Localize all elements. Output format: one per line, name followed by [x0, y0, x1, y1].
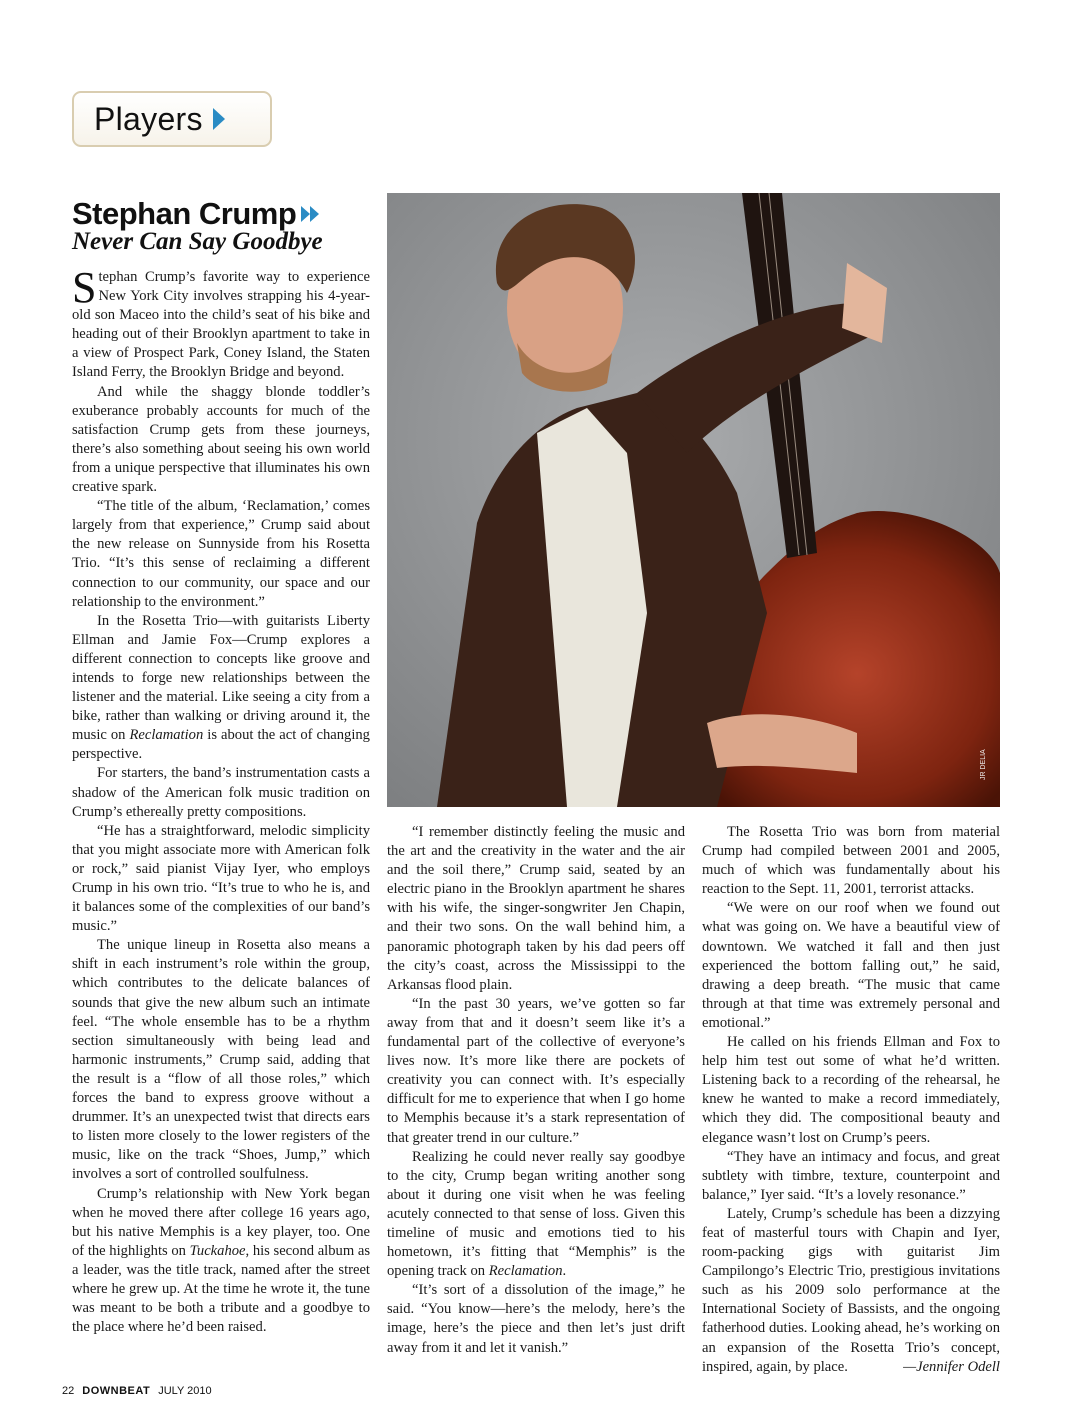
photo-credit: JR DELIA: [980, 749, 987, 780]
paragraph: Crump’s relationship with New York began when he moved there after college 16 years ago, but his native Memphis is a key player, too. One of the highlights on Tuckahoe, his second album as a leader, was the title track, named after the street where he grew up. At the time he wrote it, the tune was meant to be both a tribute and a goodbye to the place where he’d been raised.: [72, 1185, 370, 1336]
paragraph: “I remember distinctly feeling the music and the art and the creativity in the water and the air and the soil there,” Crump said, seated by an electric piano in the Brooklyn apartment he shares with his wife, the singer-songwriter Jen Chapin, and their two sons. On the wall behind him, a panoramic photograph taken by his dad peers off the city’s coast, across the Mississippi to the Arkansas flood plain.: [387, 824, 685, 993]
paragraph: Realizing he could never really say goodbye to the city, Crump began writing another song about it during one visit when he was feeling acutely connected to that sense of loss. Given this timeline of music and emotions tied to his hometown, it’s fitting that “Memphis” is the opening track on Reclamation.: [387, 1148, 685, 1280]
double-bass-player-image: [387, 193, 1000, 807]
paragraph: The Rosetta Trio was born from material Crump had compiled between 2001 and 2005, much of which was fundamentally about his reaction to the Sept. 11, 2001, terrorist attacks.: [702, 824, 1000, 898]
double-arrow-icon: [301, 206, 319, 222]
paragraph: “The title of the album, ‘Reclamation,’ comes largely from that experience,” Crump said about the new release on Sunnyside from his Rosetta Trio. “It’s this sense of reclaiming a different connection to our community, our space and our relationship to the environment.”: [72, 498, 370, 610]
article-title-text: Stephan Crump: [72, 196, 297, 231]
musician-photo: [387, 193, 1000, 807]
drop-cap: S: [72, 263, 97, 312]
article-column-2: [387, 823, 685, 1358]
paragraph: “In the past 30 years, we’ve gotten so far away from that and it doesn’t seem like it’s a fundamental part of the collective of everyone’s lives now. It’s more like there are pockets of creativity you can connect with. It’s especially difficult for me to experience that when I go home to Memphis because it’s a stark representation of that greater trend in our culture.”: [387, 995, 685, 1146]
section-tab: [72, 91, 272, 147]
paragraph: “We were on our roof when we found out what was going on. We have a beautiful view of downtown. We watched it fall and then just experienced the bottom falling out,” he said, drawing a deep breath. “The music that came through at that time was extremely personal and emotional.”: [702, 900, 1000, 1031]
page-footer: [62, 1385, 212, 1397]
paragraph: Lately, Crump’s schedule has been a dizzying feat of masterful tours with Chapin and Iyer, room-packing gigs with guitarist Jim Campilongo’s Electric Trio, prestigious invitations such as his 2009 solo performance at the International Society of Bassists, and the ongoing fatherhood duties. Looking ahead, he’s working on an expansion of the Rosetta Trio’s concept, inspired, again, by place. —Jennifer Odell: [702, 1205, 1000, 1377]
paragraph: The unique lineup in Rosetta also means a shift in each instrument’s role within the group, which contributes to the delicate balances of sounds that give the new album such an intimate feel. “The whole ensemble has to be a rhythm section simultaneously with being lead and harmonic instruments,” Crump said, adding that the result is a “flow of all those roles,” which forces the band to express groove without a drummer. It’s an unexpected twist that directs ears to listen more closely to the lower registers of the music, like on the track “Shoes, Jump,” which involves a sort of controlled soulfulness.: [72, 937, 370, 1183]
page-number: 22: [62, 1385, 75, 1397]
byline: —Jennifer Odell: [903, 1358, 1000, 1375]
issue-date: JULY 2010: [158, 1385, 212, 1397]
magazine-name: DOWNBEAT: [82, 1385, 151, 1397]
paragraph: “They have an intimacy and focus, and great subtlety with timbre, texture, counterpoint and balance,” Iyer said. “It’s a lovely resonance.”: [702, 1148, 1000, 1203]
paragraph: Stephan Crump’s favorite way to experience New York City involves strapping his 4-year-old son Maceo into the child’s seat of his bike and heading out of their Brooklyn apartment to take in a view of Prospect Park, Coney Island, the Staten Island Ferry, the Brooklyn Bridge and beyond.: [72, 263, 370, 381]
paragraph: In the Rosetta Trio—with guitarists Liberty Ellman and Jamie Fox—Crump explores a different connection to concepts like groove and intends to forge new relationships between the listener and the material. Like seeing a city from a bike, rather than walking or driving around it, the music on Reclamation is about the act of changing perspective.: [72, 612, 370, 763]
paragraph: “He has a straightforward, melodic simplicity that you might associate more with American folk or rock,” said pianist Vijay Iyer, who employs Crump in his own trio. “It’s true to who he is, and it balances some of the complexities of our band’s music.”: [72, 822, 370, 935]
paragraph: “It’s sort of a dissolution of the image,” he said. “You know—here’s the melody, here’s the image, here’s the piece and then let’s just drift away from it and let it vanish.”: [387, 1282, 685, 1356]
article-column-3: [702, 823, 1000, 1377]
article-title: [72, 196, 319, 232]
article-subtitle: Never Can Say Goodbye: [72, 228, 323, 255]
paragraph: For starters, the band’s instrumentation casts a shadow of the American folk music tradition on Crump’s ethereally pretty compositions.: [72, 765, 370, 820]
article-column-1: [72, 263, 370, 1337]
section-label: Players: [94, 100, 203, 137]
paragraph: He called on his friends Ellman and Fox to help him test out some of what he’d written. Listening back to a recording of the rehearsal, he knew he wanted to make a record immediately, which they did. The compositional beauty and elegance wasn’t lost on Crump’s peers.: [702, 1034, 1000, 1146]
paragraph: And while the shaggy blonde toddler’s exuberance probably accounts for much of the satisfaction Crump gets from these journeys, there’s also something about seeing his own world from a unique perspective that illuminates his own creative spark.: [72, 383, 370, 496]
right-triangle-icon: [213, 108, 225, 130]
